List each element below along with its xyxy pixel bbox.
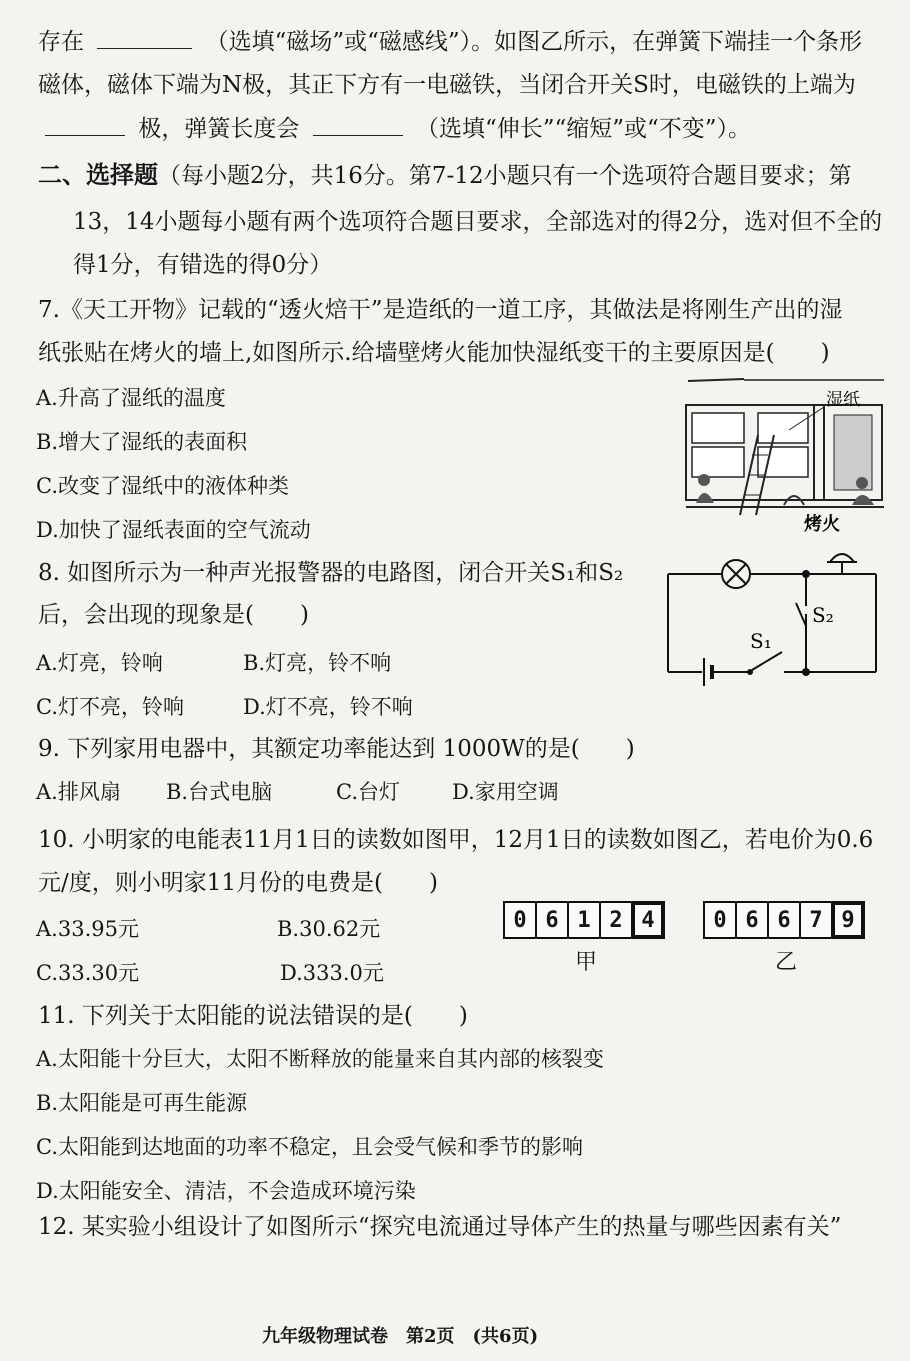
meter-digit: 1 [567, 901, 601, 939]
question-12-stem: 12. 某实验小组设计了如图所示“探究电流通过导体产生的热量与哪些因素有关” [38, 1214, 842, 1240]
text-segment: 存在 [38, 29, 84, 55]
option-b: B.30.62元 [277, 917, 381, 941]
option-b: B.太阳能是可再生能源 [36, 1091, 248, 1115]
question-11-stem: 11. 下列关于太阳能的说法错误的是( ) [38, 1003, 468, 1029]
text-line: 磁体，磁体下端为N极，其正下方有一电磁铁，当闭合开关S时，电磁铁的上端为 [38, 72, 856, 98]
option-d: D.加快了湿纸表面的空气流动 [36, 518, 311, 542]
answer-blank [45, 134, 125, 136]
text-segment: （选填“伸长”“缩短”或“不变”）。 [415, 116, 751, 142]
page-footer: 九年级物理试卷 第2页 (共6页) [262, 1326, 539, 1347]
option-a: A.太阳能十分巨大，太阳不断释放的能量来自其内部的核裂变 [36, 1047, 604, 1071]
option-b: B.台式电脑 [166, 780, 273, 804]
option-c: C.太阳能到达地面的功率不稳定，且会受气候和季节的影响 [36, 1135, 583, 1159]
section-title: 二、选择题 [38, 160, 158, 189]
text-segment: （选填“磁场”或“磁感线”）。如图乙所示，在弹簧下端挂一个条形 [205, 29, 863, 55]
meter-yi [703, 901, 863, 939]
section-desc: 得1分，有错选的得0分） [73, 252, 333, 278]
question-8-stem: 后，会出现的现象是( ) [38, 602, 309, 628]
answer-blank [97, 47, 192, 49]
option-c: C.33.30元 [36, 961, 140, 985]
question-10-stem: 10. 小明家的电能表11月1日的读数如图甲，12月1日的读数如图乙，若电价为0.6 [38, 827, 874, 853]
meter-label-jia: 甲 [575, 950, 598, 975]
meter-digit-decimal: 4 [631, 901, 665, 939]
section-desc: （每小题2分，共16分。第7-12小题只有一个选项符合题目要求；第 [158, 163, 852, 189]
meter-digit: 0 [503, 901, 537, 939]
question-9-stem: 9. 下列家用电器中，其额定功率能达到 1000W的是( ) [38, 736, 635, 762]
meter-label-yi: 乙 [775, 950, 798, 975]
label-s1: S₁ [750, 629, 772, 653]
label-s2: S₂ [812, 603, 834, 627]
question-7-stem: 纸张贴在烤火的墙上,如图所示.给墙壁烤火能加快湿纸变干的主要原因是( ) [38, 340, 830, 366]
text-line [38, 27, 862, 57]
bell-icon [830, 554, 854, 562]
option-c: C.台灯 [336, 780, 400, 804]
option-a: A.33.95元 [36, 917, 139, 941]
answer-blank [313, 134, 403, 136]
meter-digit: 6 [735, 901, 769, 939]
label-wet-paper: 湿纸 [826, 390, 860, 410]
option-d: D.太阳能安全、清洁，不会造成环境污染 [36, 1179, 416, 1203]
option-a: A.灯亮，铃响 [36, 651, 163, 675]
meter-jia [503, 901, 663, 939]
option-b: B.增大了湿纸的表面积 [36, 430, 248, 454]
text-segment: 极，弹簧长度会 [138, 116, 300, 142]
meter-digit: 7 [799, 901, 833, 939]
label-fire: 烤火 [804, 514, 840, 535]
question-10-stem: 元/度，则小明家11月份的电费是( ) [38, 870, 438, 896]
meter-digit: 6 [535, 901, 569, 939]
option-d: D.333.0元 [280, 961, 384, 985]
meter-digit: 0 [703, 901, 737, 939]
section-heading [38, 160, 852, 191]
option-c: C.改变了湿纸中的液体种类 [36, 474, 289, 498]
paper-drying-figure [684, 375, 890, 535]
meter-digit-decimal: 9 [831, 901, 865, 939]
option-d: D.灯不亮，铃不响 [243, 695, 413, 719]
option-b: B.灯亮，铃不响 [243, 651, 392, 675]
meter-digit: 2 [599, 901, 633, 939]
option-a: A.升高了湿纸的温度 [36, 386, 226, 410]
option-a: A.排风扇 [36, 780, 121, 804]
question-8-stem: 8. 如图所示为一种声光报警器的电路图，闭合开关S₁和S₂ [38, 560, 624, 586]
option-c: C.灯不亮，铃响 [36, 695, 184, 719]
meter-digit: 6 [767, 901, 801, 939]
question-7-stem: 7.《天工开物》记载的“透火焙干”是造纸的一道工序，其做法是将刚生产出的湿 [38, 297, 843, 323]
section-desc: 13，14小题每小题有两个选项符合题目要求，全部选对的得2分，选对但不全的 [73, 209, 883, 235]
alarm-circuit-diagram [662, 548, 884, 698]
text-line [45, 114, 751, 144]
option-d: D.家用空调 [452, 780, 559, 804]
